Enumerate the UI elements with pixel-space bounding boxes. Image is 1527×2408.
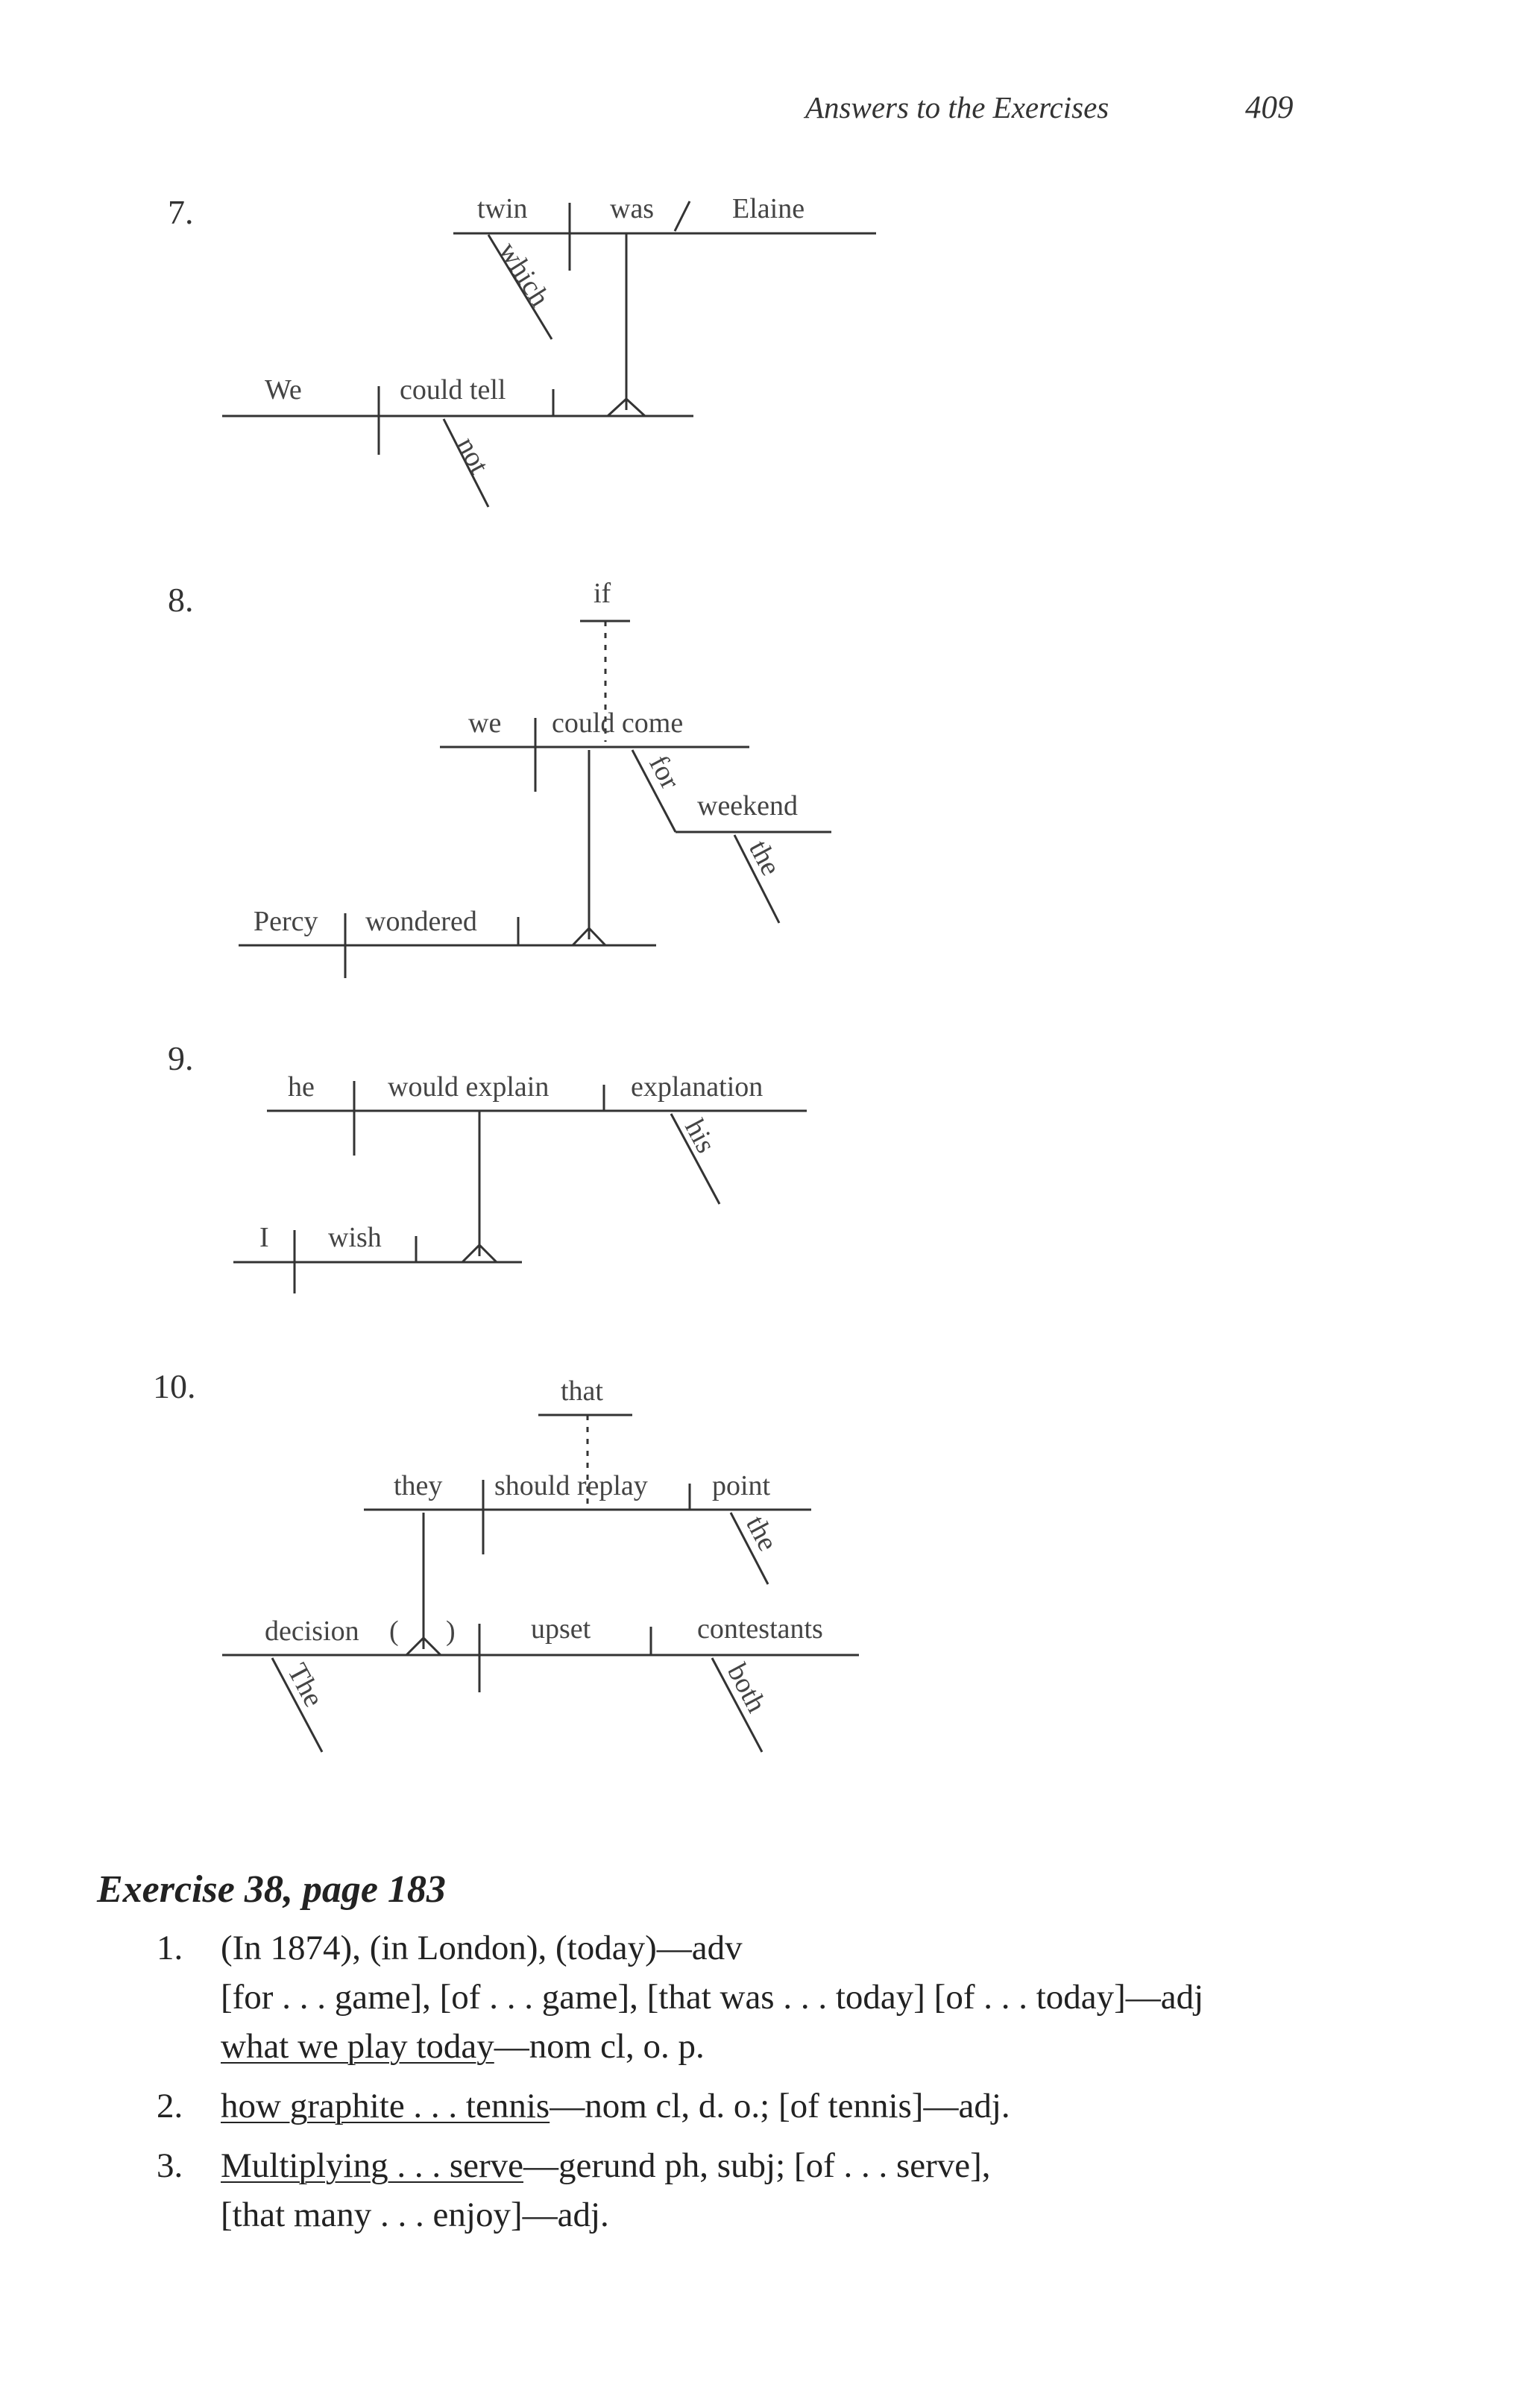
- page-number: 409: [1245, 90, 1294, 125]
- diagram-7-svg: [0, 157, 1527, 544]
- word-decision: decision: [265, 1616, 359, 1647]
- word-which: which: [492, 236, 556, 312]
- diagram-number: 10.: [153, 1367, 196, 1405]
- exercise-38: [97, 1868, 1439, 2250]
- appositive-paren-open: (: [389, 1616, 399, 1647]
- answer-line: [221, 1923, 1439, 1973]
- word-the: the: [743, 835, 787, 881]
- answer-text: —nom cl, d. o.; [of tennis]—adj.: [550, 2087, 1010, 2125]
- word-that: that: [561, 1375, 603, 1407]
- diagram-8: [0, 567, 1527, 984]
- word-if: if: [594, 578, 611, 609]
- answer-line: [221, 2190, 1439, 2240]
- answer-text: [that many . . . enjoy]—adj.: [221, 2196, 609, 2234]
- word-twin: twin: [477, 193, 528, 224]
- diagram-number: 7.: [168, 193, 194, 231]
- word-the-cap: The: [281, 1658, 330, 1712]
- diagram-number: 9.: [168, 1039, 194, 1077]
- answer-number: 1.: [157, 1929, 183, 1967]
- word-his: his: [679, 1114, 722, 1159]
- diagram-number: 8.: [168, 581, 194, 619]
- answer-text: —gerund ph, subj; [of . . . serve],: [523, 2146, 991, 2185]
- diagram-7: [0, 157, 1527, 544]
- answer-number: 3.: [157, 2146, 183, 2185]
- word-the: the: [740, 1510, 784, 1557]
- answer-underlined: Multiplying . . . serve: [221, 2146, 523, 2185]
- diagram-10-svg: [0, 1364, 1527, 1782]
- word-upset: upset: [531, 1613, 591, 1645]
- word-both: both: [721, 1658, 772, 1718]
- word-they: they: [394, 1470, 443, 1501]
- diagram-9-svg: [0, 1039, 1527, 1312]
- answer-line: [221, 2141, 1439, 2190]
- word-was: was: [610, 193, 655, 224]
- answer-list: [97, 1923, 1439, 2240]
- word-could-tell: could tell: [400, 374, 506, 406]
- answer-text: —nom cl, o. p.: [494, 2027, 705, 2066]
- word-percy: Percy: [254, 906, 318, 937]
- answer-number: 2.: [157, 2087, 183, 2125]
- answer-underlined: what we play today: [221, 2027, 494, 2066]
- word-we: We: [265, 374, 302, 406]
- word-not: not: [450, 432, 495, 479]
- answer-item: [97, 1923, 1439, 2071]
- word-for: for: [643, 750, 686, 795]
- complement-divider: [675, 201, 690, 231]
- exercise-title: Exercise 38, page 183: [97, 1868, 446, 1911]
- appositive-paren-close: ): [446, 1616, 456, 1647]
- word-could-come: could come: [552, 707, 684, 739]
- word-point: point: [712, 1470, 771, 1501]
- word-elaine: Elaine: [732, 193, 805, 224]
- word-contestants: contestants: [697, 1613, 823, 1645]
- page-header: [0, 89, 1527, 134]
- running-head: Answers to the Exercises: [805, 90, 1109, 125]
- answer-line: [221, 2022, 1439, 2071]
- answer-line: [221, 1973, 1439, 2022]
- answer-text: [for . . . game], [of . . . game], [that was . . . today] [of . . . today]—adj: [221, 1978, 1204, 2017]
- answer-item: [97, 2081, 1439, 2131]
- word-wish: wish: [328, 1222, 382, 1253]
- diagram-10: [0, 1364, 1527, 1782]
- word-i: I: [259, 1222, 269, 1253]
- diagram-8-svg: [0, 567, 1527, 984]
- answer-text: (In 1874), (in London), (today)—adv: [221, 1929, 743, 1967]
- diagram-9: [0, 1039, 1527, 1312]
- word-he: he: [288, 1071, 315, 1103]
- word-explanation: explanation: [631, 1071, 764, 1103]
- word-wondered: wondered: [365, 906, 477, 937]
- word-we: we: [468, 707, 502, 739]
- answer-line: [221, 2081, 1439, 2131]
- word-weekend: weekend: [697, 790, 799, 822]
- answer-underlined: how graphite . . . tennis: [221, 2087, 550, 2125]
- word-would-explain: would explain: [388, 1071, 550, 1103]
- word-should-replay: should replay: [494, 1470, 648, 1501]
- answer-item: [97, 2141, 1439, 2240]
